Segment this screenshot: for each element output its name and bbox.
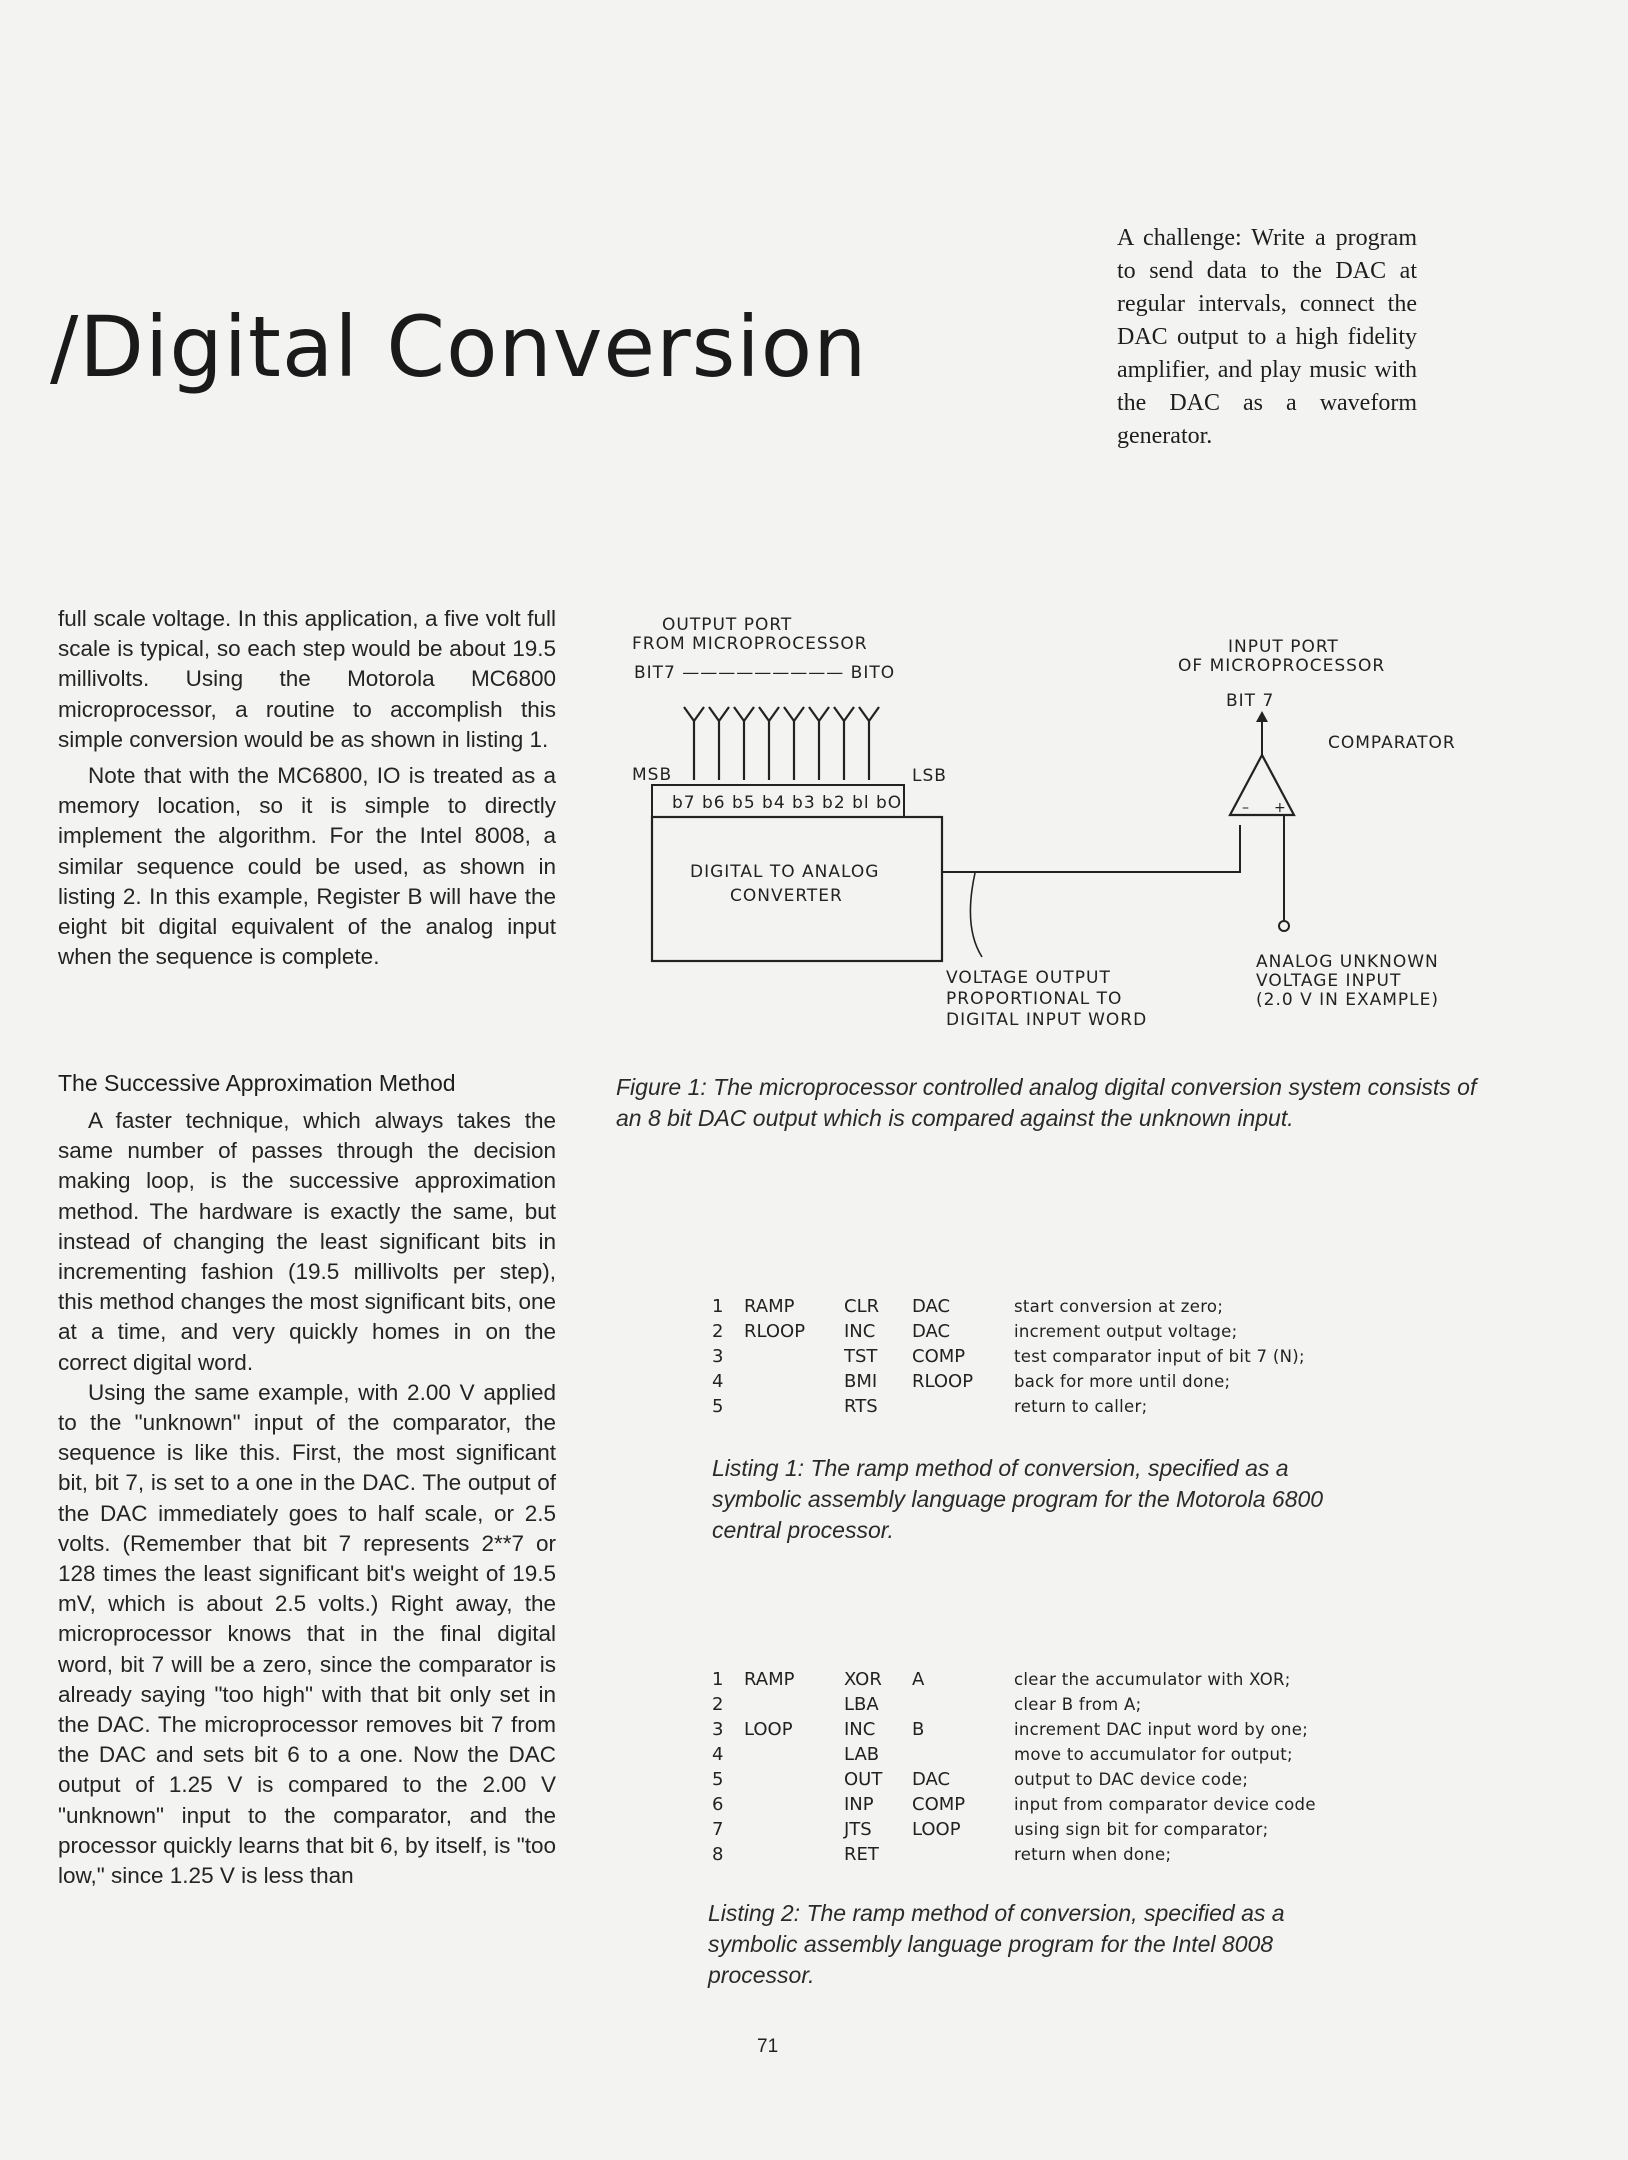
listing-2-row — [712, 1667, 1316, 1692]
operand-cell — [912, 1692, 1014, 1717]
operand-cell — [912, 1742, 1014, 1767]
operand-cell — [912, 1842, 1014, 1867]
label-cell — [744, 1792, 844, 1817]
voltage-output-label: PROPORTIONAL TO — [946, 989, 1123, 1009]
dac-label: CONVERTER — [730, 886, 843, 906]
listing-1-row — [712, 1369, 1305, 1394]
comment-cell: clear B from A; — [1014, 1695, 1142, 1714]
msb-label: MSB — [632, 765, 673, 785]
comment-cell: test comparator input of bit 7 (N); — [1014, 1347, 1305, 1366]
opcode-cell: LBA — [844, 1694, 879, 1715]
operand-cell: COMP — [912, 1794, 966, 1815]
opcode-cell: OUT — [844, 1769, 883, 1790]
comment-cell: increment DAC input word by one; — [1014, 1720, 1309, 1739]
operand-cell — [912, 1394, 1014, 1419]
body-column-top — [58, 604, 556, 972]
analog-input-label: VOLTAGE INPUT — [1256, 971, 1402, 991]
label-cell: LOOP — [744, 1719, 793, 1740]
output-port-label: FROM MICROPROCESSOR — [632, 634, 868, 654]
figure-1-diagram — [620, 605, 1500, 1035]
opcode-cell: BMI — [844, 1371, 878, 1392]
output-port-label: OUTPUT PORT — [662, 615, 793, 635]
listing-1-caption: Listing 1: The ramp method of conversion, specified as a symbolic assembly language program for the Motorola 6800 central processor. — [712, 1455, 1324, 1543]
comment-cell: increment output voltage; — [1014, 1322, 1238, 1341]
line-number: 4 — [712, 1371, 724, 1392]
comment-cell: using sign bit for comparator; — [1014, 1820, 1269, 1839]
label-cell: RAMP — [744, 1296, 795, 1317]
listing-2-table — [712, 1667, 1316, 1867]
bit-line-b0 — [859, 707, 879, 780]
bit-input-lines — [684, 707, 879, 780]
listing-2-row — [712, 1767, 1316, 1792]
comparator-plus: + — [1274, 800, 1287, 816]
listing-2-row — [712, 1717, 1316, 1742]
opcode-cell: XOR — [844, 1669, 882, 1690]
voltage-output-pointer — [970, 873, 982, 957]
input-port-label: OF MICROPROCESSOR — [1178, 656, 1386, 676]
label-cell — [744, 1344, 844, 1369]
lsb-label: LSB — [912, 766, 947, 786]
label-cell — [744, 1394, 844, 1419]
section-heading: The Successive Approximation Method — [58, 1070, 456, 1096]
line-number: 1 — [712, 1296, 724, 1317]
opcode-cell: RTS — [844, 1396, 878, 1417]
comparator-minus: – — [1242, 800, 1250, 816]
line-number: 2 — [712, 1694, 724, 1715]
analog-input-label: (2.0 V IN EXAMPLE) — [1256, 990, 1440, 1010]
listing-2-row — [712, 1692, 1316, 1717]
arrow-up-icon — [1256, 711, 1268, 722]
opcode-cell: TST — [844, 1346, 878, 1367]
comparator-label: COMPARATOR — [1328, 733, 1456, 753]
bit-line-b3 — [784, 707, 804, 780]
label-cell — [744, 1767, 844, 1792]
line-number: 7 — [712, 1819, 724, 1840]
label-cell — [744, 1692, 844, 1717]
line-number: 3 — [712, 1346, 724, 1367]
opcode-cell: INC — [844, 1719, 876, 1740]
input-terminal-icon — [1279, 921, 1289, 931]
operand-cell: A — [912, 1669, 925, 1690]
operand-cell: COMP — [912, 1346, 966, 1367]
listing-1-row — [712, 1294, 1305, 1319]
bit-line-b6 — [709, 707, 729, 780]
body-paragraph: A faster technique, which always takes the same number of passes through the decision making loop, is the successive approximation method. The hardware is exactly the same, but instead of changing the least significant bits in incrementing fashion (19.5 millivolts per step), this method changes the most significant bits, one at a time, and very quickly homes in on the correct digital word. — [58, 1108, 556, 1375]
opcode-cell: INP — [844, 1794, 874, 1815]
label-cell — [744, 1817, 844, 1842]
comment-cell: input from comparator device code — [1014, 1795, 1316, 1814]
listing-1-row — [712, 1344, 1305, 1369]
comment-cell: output to DAC device code; — [1014, 1770, 1249, 1789]
listing-2-row — [712, 1817, 1316, 1842]
comment-cell: return when done; — [1014, 1845, 1172, 1864]
label-cell — [744, 1742, 844, 1767]
comment-cell: clear the accumulator with XOR; — [1014, 1670, 1291, 1689]
body-paragraph: Note that with the MC6800, IO is treated as a memory location, so it is simple to directly implement the algorithm. For the Intel 8008, a similar sequence could be used, as shown in listing 2. In this example, Register B will have the eight bit digital equivalent of the analog input when the sequence is complete. — [58, 763, 556, 970]
dac-label: DIGITAL TO ANALOG — [690, 862, 880, 882]
operand-cell: DAC — [912, 1296, 951, 1317]
line-number: 6 — [712, 1794, 724, 1815]
listing-2-row — [712, 1792, 1316, 1817]
operand-cell: LOOP — [912, 1819, 961, 1840]
line-number: 1 — [712, 1669, 724, 1690]
line-number: 2 — [712, 1321, 724, 1342]
challenge-callout: A challenge: Write a program to send data to the DAC at regular intervals, connect the DAC output to a high fidelity amplifier, and play music with the DAC as a waveform generator. — [1117, 225, 1417, 449]
opcode-cell: CLR — [844, 1296, 880, 1317]
comment-cell: move to accumulator for output; — [1014, 1745, 1293, 1764]
body-paragraph: full scale voltage. In this application, a five volt full scale is typical, so each step would be about 19.5 millivolts. Using the Motorola MC6800 microprocessor, a routine to accomplish this simple conversion would be as shown in listing 1. — [58, 606, 556, 752]
opcode-cell: INC — [844, 1321, 876, 1342]
opcode-cell: LAB — [844, 1744, 880, 1765]
body-paragraph: Using the same example, with 2.00 V applied to the "unknown" input of the comparator, the sequence is like this. First, the most significant bit, bit 7, is set to a one in the DAC. The output of the DAC immediately goes to half scale, or 2.5 volts. (Remember that bit 7 represents 2**7 or 128 times the least significant bit's weight of 19.5 mV, which is about 2.5 volts.) Right away, the microprocessor knows that in the final digital word, bit 7 will be a zero, since the comparator is already saying "too high" with that bit only set in the DAC. The microprocessor removes bit 7 from the DAC and sets bit 6 to a one. Now the DAC output of 1.25 V is compared to the 2.00 V "unknown" input to the comparator, and the processor quickly learns that bit 6, by itself, is "too low," since 1.25 V is less than — [58, 1379, 556, 1889]
comment-cell: back for more until done; — [1014, 1372, 1231, 1391]
bit-line-b2 — [809, 707, 829, 780]
listing-1-table — [712, 1294, 1305, 1419]
comment-cell: start conversion at zero; — [1014, 1297, 1224, 1316]
operand-cell: RLOOP — [912, 1371, 974, 1392]
opcode-cell: RET — [844, 1844, 879, 1865]
figure-1-caption: Figure 1: The microprocessor controlled analog digital conversion system consists of an 8 bit DAC output which is compared against the unknown input. — [616, 1074, 1477, 1131]
listing-2-row — [712, 1842, 1316, 1867]
line-number: 4 — [712, 1744, 724, 1765]
line-number: 5 — [712, 1396, 724, 1417]
bit-line-b4 — [759, 707, 779, 780]
page-number: 71 — [757, 2036, 779, 2057]
bit-names: b7 b6 b5 b4 b3 b2 bl bO — [672, 793, 903, 813]
listing-1-row — [712, 1319, 1305, 1344]
comment-cell: return to caller; — [1014, 1397, 1148, 1416]
listing-1-row — [712, 1394, 1305, 1419]
label-cell — [744, 1842, 844, 1867]
voltage-output-label: VOLTAGE OUTPUT — [946, 968, 1111, 988]
operand-cell: B — [912, 1719, 925, 1740]
listing-2-row — [712, 1742, 1316, 1767]
dac-output-wire — [942, 825, 1240, 872]
line-number: 5 — [712, 1769, 724, 1790]
bit-line-b7 — [684, 707, 704, 780]
bit7-label: BIT 7 — [1226, 691, 1275, 711]
label-cell: RAMP — [744, 1669, 795, 1690]
bit-range-label: BIT7 ————————— BITO — [634, 663, 896, 683]
operand-cell: DAC — [912, 1769, 951, 1790]
line-number: 3 — [712, 1719, 724, 1740]
listing-2-caption: Listing 2: The ramp method of conversion, specified as a symbolic assembly language program for the Intel 8008 processor. — [708, 1900, 1285, 1988]
bit-line-b1 — [834, 707, 854, 780]
label-cell: RLOOP — [744, 1321, 806, 1342]
operand-cell: DAC — [912, 1321, 951, 1342]
label-cell — [744, 1369, 844, 1394]
input-port-label: INPUT PORT — [1228, 637, 1339, 657]
bit-line-b5 — [734, 707, 754, 780]
analog-input-label: ANALOG UNKNOWN — [1256, 952, 1439, 972]
voltage-output-label: DIGITAL INPUT WORD — [946, 1010, 1148, 1030]
line-number: 8 — [712, 1844, 724, 1865]
article-title: /Digital Conversion — [50, 298, 868, 396]
opcode-cell: JTS — [844, 1819, 872, 1840]
body-column-bottom — [58, 1106, 556, 1891]
